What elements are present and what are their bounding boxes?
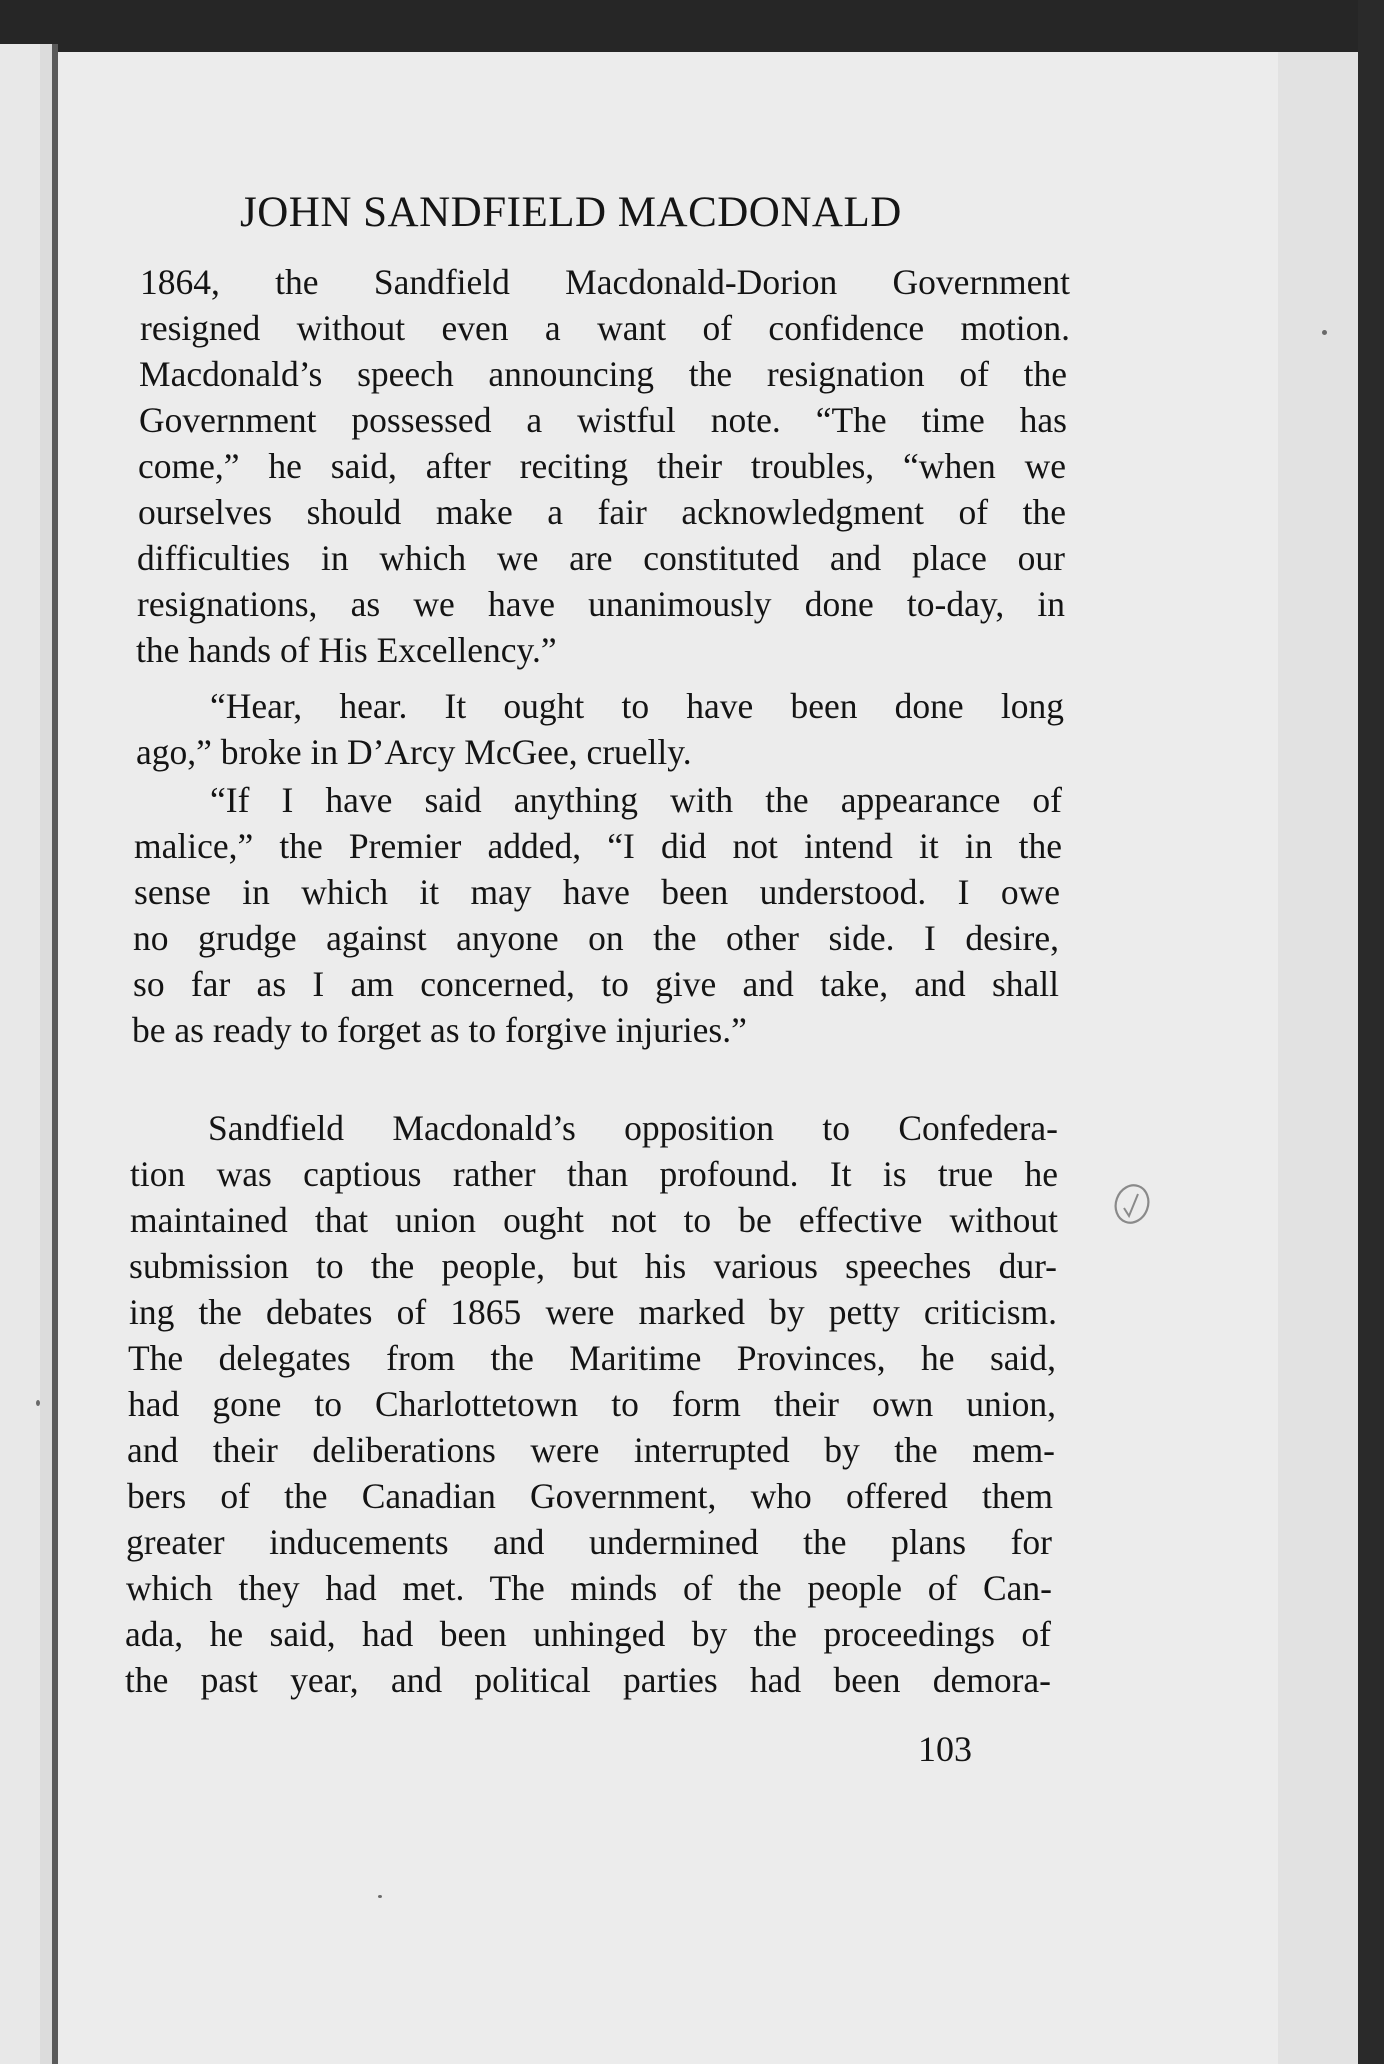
text-line: the past year, and political parties had been demora- <box>125 1660 1051 1700</box>
text-line: be as ready to forget as to forgive injuries.” <box>132 1010 747 1050</box>
text-line: “If I have said anything with the appearance of <box>210 780 1062 820</box>
text-line: difficulties in which we are constituted and place our <box>137 538 1065 578</box>
text-line: no grudge against anyone on the other side. I desire, <box>133 918 1059 958</box>
text-line: had gone to Charlottetown to form their own union, <box>128 1384 1056 1424</box>
text-line: The delegates from the Maritime Provinces, he said, <box>128 1338 1056 1378</box>
text-line: 1864, the Sandfield Macdonald-Dorion Government <box>140 262 1070 302</box>
text-line: sense in which it may have been understood. I owe <box>134 872 1060 912</box>
pencil-check-mark-icon <box>1110 1180 1154 1230</box>
text-line: ago,” broke in D’Arcy McGee, cruelly. <box>136 732 692 772</box>
text-line: and their deliberations were interrupted by the mem- <box>127 1430 1055 1470</box>
text-line: resigned without even a want of confidence motion. <box>140 308 1070 348</box>
text-line: ourselves should make a fair acknowledgment of the <box>138 492 1066 532</box>
paper-speck <box>36 1400 40 1406</box>
text-line: the hands of His Excellency.” <box>136 630 557 670</box>
text-line: which they had met. The minds of the people of Can- <box>126 1568 1052 1608</box>
page-number: 103 <box>918 1729 972 1769</box>
text-line: Government possessed a wistful note. “The time has <box>139 400 1067 440</box>
text-line: resignations, as we have unanimously done to-day, in <box>137 584 1065 624</box>
text-line: ing the debates of 1865 were marked by petty criticism. <box>129 1292 1057 1332</box>
text-line: tion was captious rather than profound. It is true he <box>130 1154 1058 1194</box>
text-line: malice,” the Premier added, “I did not intend it in the <box>134 826 1062 866</box>
paper-speck <box>378 1895 382 1898</box>
text-line: submission to the people, but his various speeches dur- <box>129 1246 1057 1286</box>
text-line: come,” he said, after reciting their troubles, “when we <box>138 446 1066 486</box>
page-edge-shading <box>1278 52 1358 2064</box>
text-line: Sandfield Macdonald’s opposition to Confedera- <box>208 1108 1058 1148</box>
text-line: so far as I am concerned, to give and take, and shall <box>133 964 1059 1004</box>
text-line: maintained that union ought not to be effective without <box>130 1200 1058 1240</box>
facing-page-surface <box>0 44 40 2064</box>
text-line: greater inducements and undermined the plans for <box>126 1522 1052 1562</box>
scan-background-top <box>0 0 1384 58</box>
paper-speck <box>1322 330 1327 335</box>
scan-background-right <box>1358 0 1384 2064</box>
facing-page-edge <box>0 44 58 2064</box>
text-line: ada, he said, had been unhinged by the proceedings of <box>125 1614 1051 1654</box>
text-line: “Hear, hear. It ought to have been done long <box>210 686 1064 726</box>
text-line: bers of the Canadian Government, who offered them <box>127 1476 1053 1516</box>
text-line: Macdonald’s speech announcing the resignation of the <box>139 354 1067 394</box>
running-head: JOHN SANDFIELD MACDONALD <box>240 189 902 236</box>
